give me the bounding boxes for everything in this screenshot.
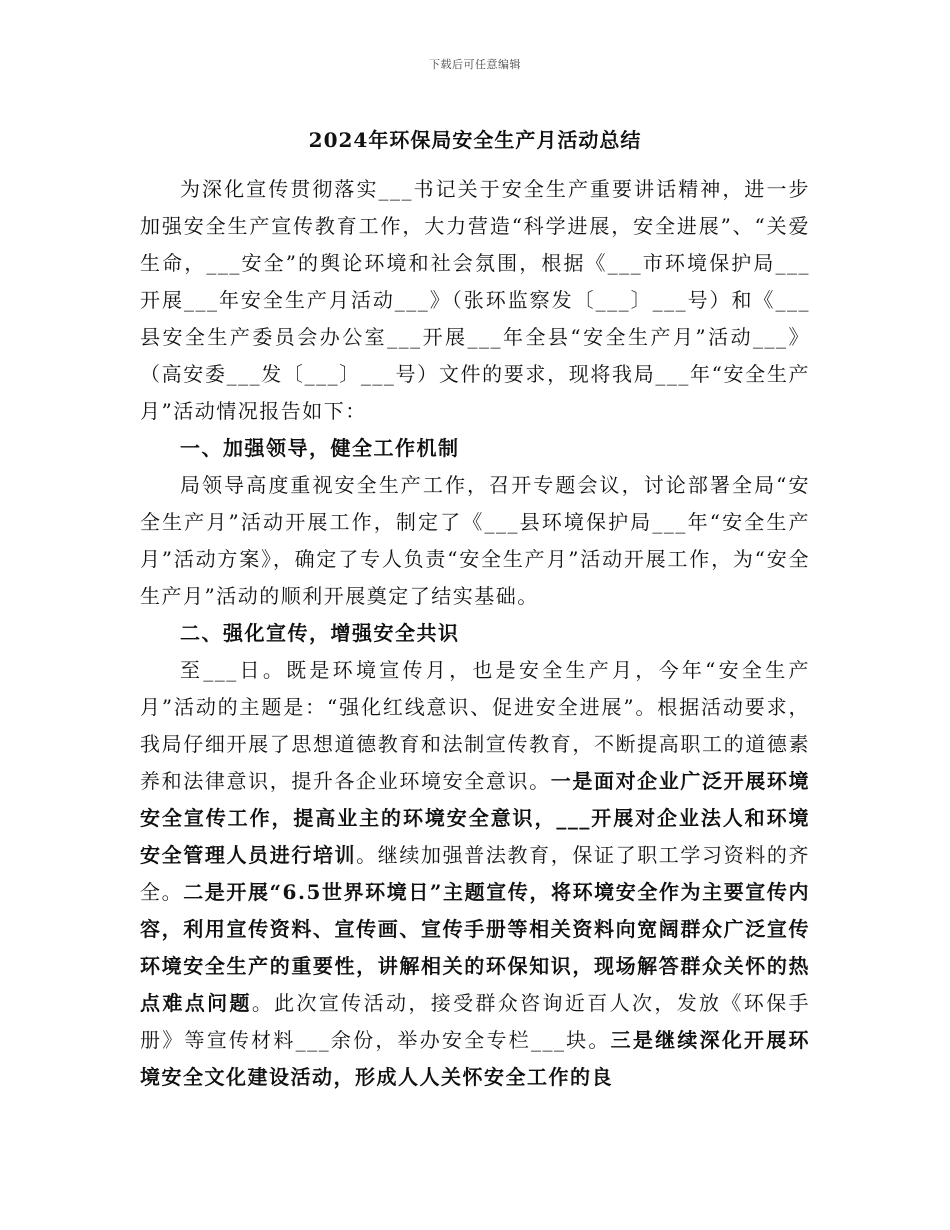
- section-2-paragraph: [140, 652, 810, 1096]
- document-body: [140, 171, 810, 1096]
- section-2-bold-3: 三是继续深化开展环境安全文化建设活动，形成人人关怀安全工作的良: [140, 1028, 811, 1089]
- section-2-text-2: 。继续加强普法教育，保证了职工学习资料的齐全。: [140, 843, 811, 904]
- section-2-bold-2: 二是开展“6.5世界环境日”主题宣传，将环境安全作为主要宣传内容，利用宣传资料、宣传画、宣传手册等相关资料向宽阔群众广泛宣传环境安全生产的重要性，讲解相关的环保知识，现场解答群众关怀的热点难点问题: [140, 880, 810, 1015]
- section-heading-1: 一、加强领导，健全工作机制: [180, 436, 460, 460]
- section-1-paragraph: 局领导高度重视安全生产工作，召开专题会议，讨论部署全局“安全生产月”活动开展工作，制定了《___县环境保护局___年“安全生产月”活动方案》，确定了专人负责“安全生产月”活动开展工作，为“安全生产月”活动的顺利开展奠定了结实基础。: [140, 473, 810, 608]
- document-title: 2024年环保局安全生产月活动总结: [308, 128, 642, 152]
- section-2-text-3: 。此次宣传活动，接受群众咨询近百人次，发放《环保手册》等宣传材料___余份，举办安全专栏___块。: [140, 991, 811, 1052]
- section-2-bold-1: 一是面对企业广泛开展环境安全宣传工作，提高业主的环境安全意识，___开展对企业法人和环境安全管理人员进行培训: [140, 769, 811, 867]
- page-header-note: 下载后可任意编辑: [429, 58, 521, 71]
- section-2-text-1: 至___日。既是环境宣传月，也是安全生产月，今年“安全生产月”活动的主题是：“强化红线意识、促进安全进展”。根据活动要求，我局仔细开展了思想道德教育和法制宣传教育，不断提高职工的道德素养和法律意识，提升各企业环境安全意识。: [140, 658, 810, 793]
- intro-paragraph: 为深化宣传贯彻落实___书记关于安全生产重要讲话精神，进一步加强安全生产宣传教育工作，大力营造“科学进展，安全进展”、“关爱生命，___安全”的舆论环境和社会氛围，根据《___市环境保护局___开展___年安全生产月活动___》（张环监察发〔___〕___号）和《___县安全生产委员会办公室___开展___年全县“安全生产月”活动___》（高安委___发〔___〕___号）文件的要求，现将我局___年“安全生产月”活动情况报告如下：: [140, 177, 810, 423]
- section-heading-2: 二、强化宣传，增强安全共识: [180, 621, 460, 645]
